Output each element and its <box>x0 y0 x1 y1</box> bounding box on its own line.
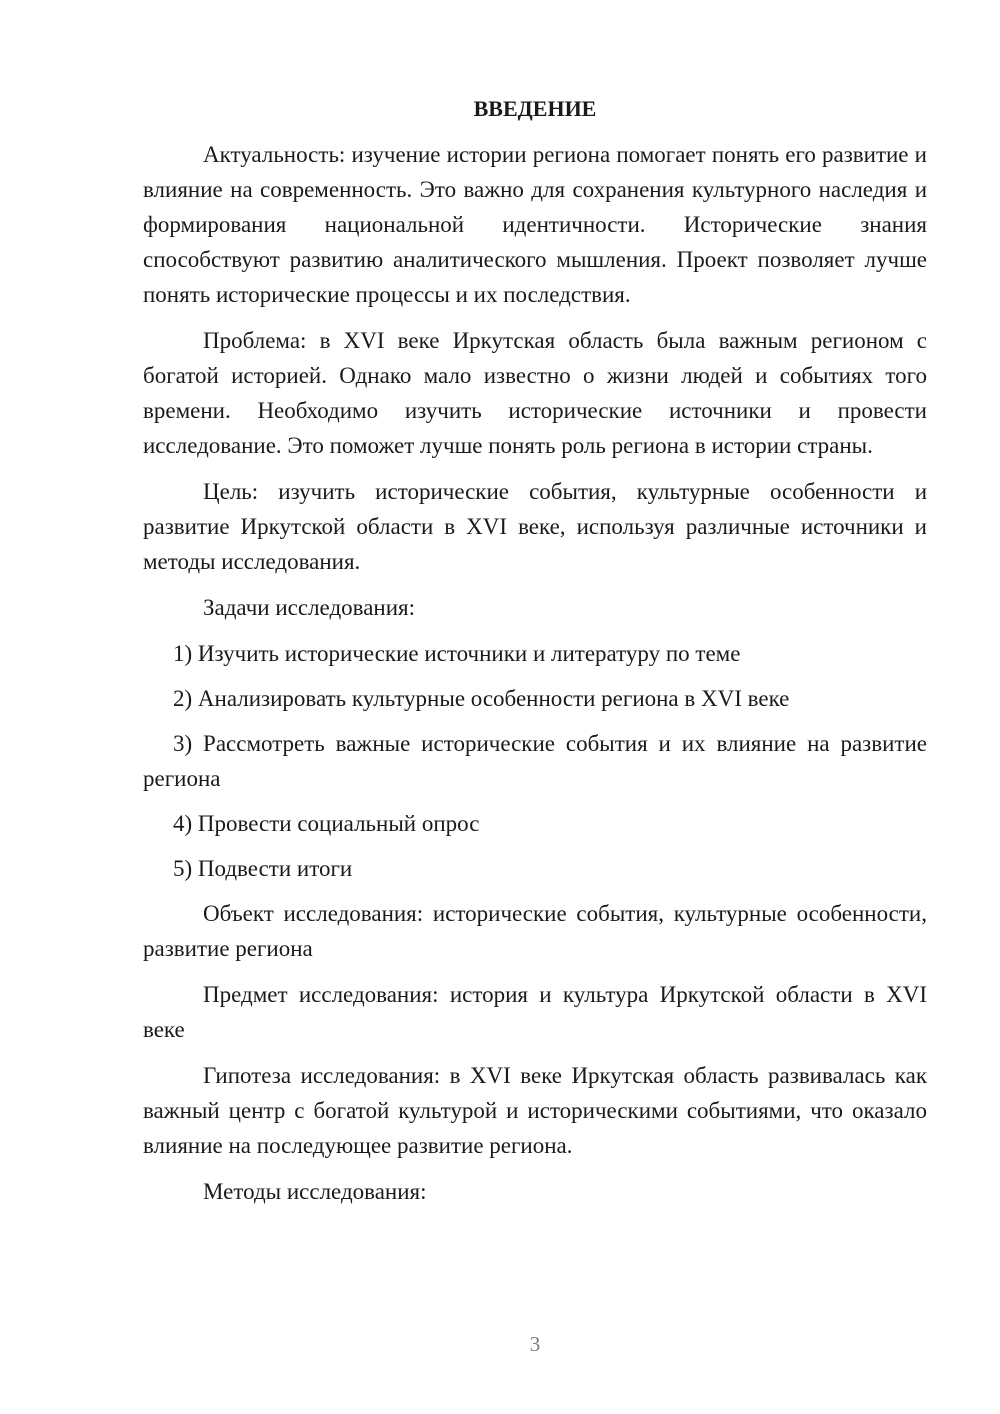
task-item-3: 3) Рассмотреть важные исторические события и их влияние на развитие региона <box>143 731 927 791</box>
task-item-1: 1) Изучить исторические источники и литературу по теме <box>173 641 741 666</box>
task-item-5: 5) Подвести итоги <box>173 856 353 881</box>
paragraph-methods-heading: Методы исследования: <box>203 1179 427 1204</box>
paragraph-object: Объект исследования: исторические события, культурные особенности, развитие региона <box>143 901 927 961</box>
paragraph-relevance: Актуальность: изучение истории региона помогает понять его развитие и влияние на современность. Это важно для сохранения культурного наследия и формирования национальной идентичности. Исторические знания способствуют развитию аналитического мышления. Проект позволяет лучше понять исторические процессы и их последствия. <box>143 142 927 307</box>
paragraph-hypothesis: Гипотеза исследования: в XVI веке Иркутская область развивалась как важный центр с богатой культурой и историческими событиями, что оказало влияние на последующее развитие региона. <box>143 1063 927 1158</box>
paragraph-problem: Проблема: в XVI веке Иркутская область была важным регионом с богатой историей. Однако мало известно о жизни людей и событиях того времени. Необходимо изучить исторические источники и провести исследование. Это поможет лучше понять роль региона в истории страны. <box>143 328 927 458</box>
paragraph-tasks-heading: Задачи исследования: <box>203 595 416 620</box>
page-content <box>143 94 927 1220</box>
paragraph-goal: Цель: изучить исторические события, культурные особенности и развитие Иркутской области в XVI веке, используя различные источники и методы исследования. <box>143 479 927 574</box>
paragraph-subject: Предмет исследования: история и культура Иркутской области в XVI веке <box>143 982 927 1042</box>
page-number: 3 <box>529 1332 541 1356</box>
task-item-4: 4) Провести социальный опрос <box>173 811 480 836</box>
page-title: ВВЕДЕНИЕ <box>473 96 597 121</box>
task-item-2: 2) Анализировать культурные особенности региона в XVI веке <box>173 686 790 711</box>
